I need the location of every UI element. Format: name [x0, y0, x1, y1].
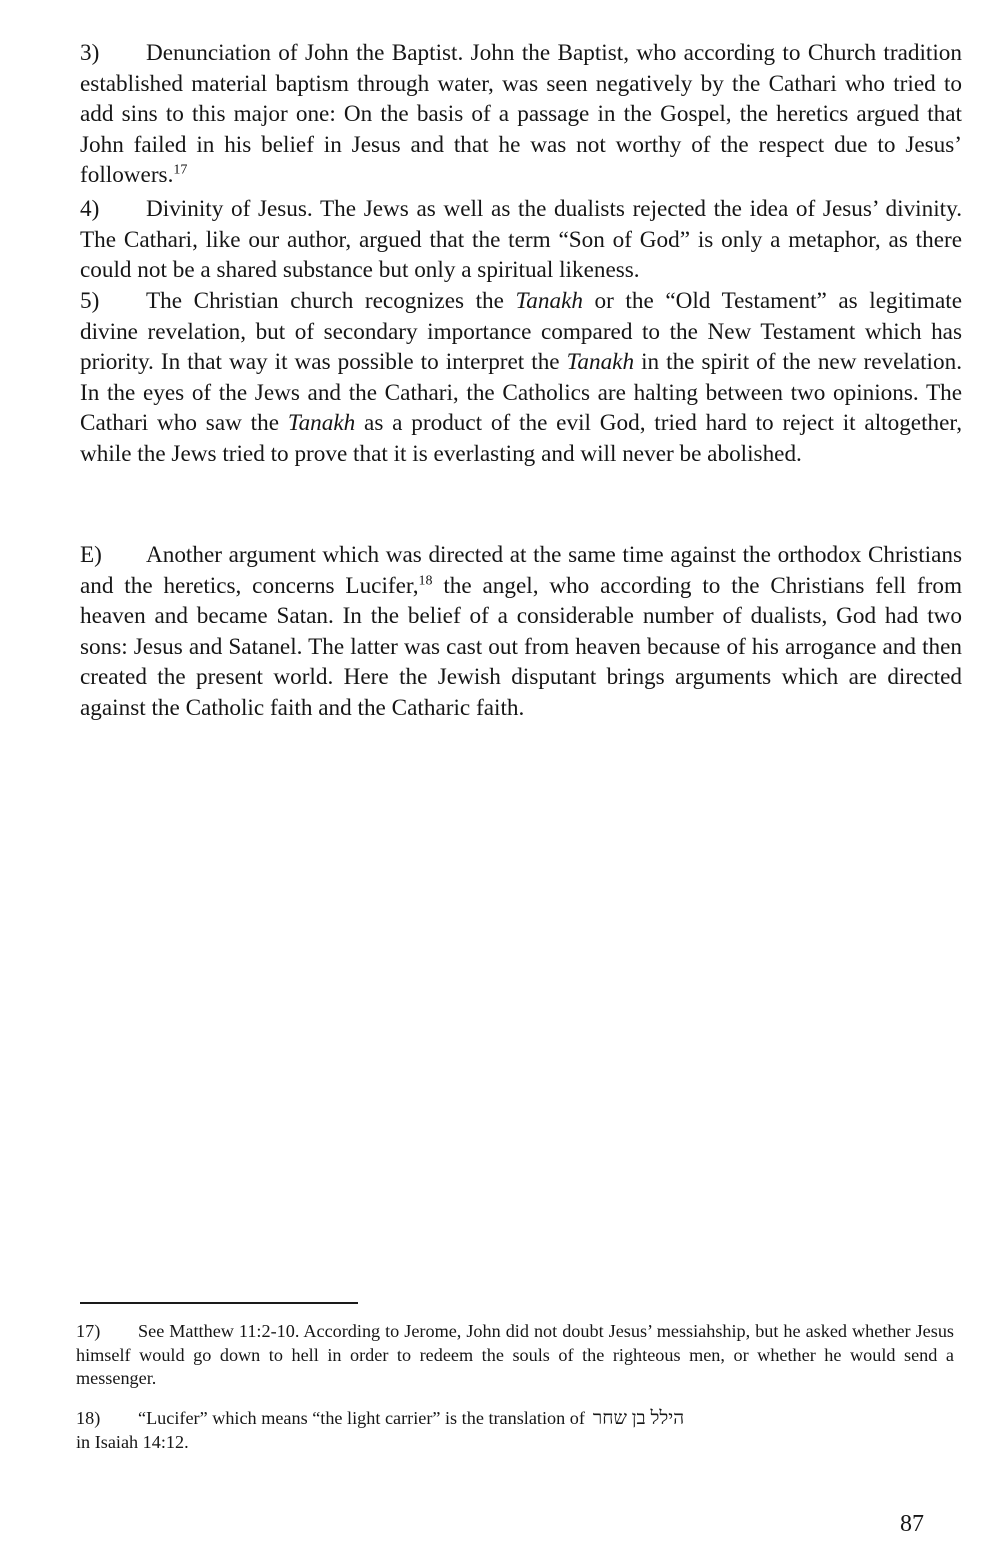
paragraph-3 [80, 38, 962, 191]
tanakh-term: Tanakh [287, 410, 356, 436]
footnote-text: “Lucifer” which means “the light carrier” is the translation of [138, 1408, 585, 1428]
paragraph-number: 4) [80, 196, 100, 222]
tanakh-term: Tanakh [515, 288, 583, 314]
paragraph-5 [80, 286, 962, 469]
paragraph-text: Denunciation of John the Baptist. John the Baptist, who according to Church tradition established material baptism through water, was seen negatively by the Cathari who tried to add sins to this major one: On the basis of a passage in the Gospel, the heretics argued that John failed in his belief in Jesus and that he was not worthy of the respect due to Jesus’ followers. [80, 40, 962, 188]
tanakh-term: Tanakh [566, 349, 635, 375]
paragraph-number: 5) [80, 288, 100, 314]
paragraph-e [80, 540, 962, 723]
footnote-text: in Isaiah 14:12. [76, 1431, 189, 1452]
hebrew-phrase: הילל בן שחר [592, 1408, 685, 1429]
paragraph-number: 3) [80, 40, 100, 66]
footnote-number: 18) [76, 1408, 101, 1428]
paragraph-text: in the spirit of the new revelation. In the eyes of the Jews and the Cathari, the Catholics are halting between two opinions. The Cathari who saw the [80, 349, 962, 436]
page-number: 87 [900, 1511, 924, 1537]
footnote-18 [76, 1407, 954, 1454]
paragraph-text: or the “Old Testament” as legitimate divine revelation, but of secondary importance compared to the New Testament which has priority. In that way it was possible to interpret the [80, 288, 962, 375]
footnote-ref-17[interactable]: 17 [173, 162, 188, 178]
paragraph-text: Another argument which was directed at the same time against the orthodox Christians and the heretics, concerns Lucifer, [80, 542, 962, 599]
paragraph-text: The Christian church recognizes the [146, 288, 516, 314]
paragraph-text: Divinity of Jesus. The Jews as well as the dualists rejected the idea of Jesus’ divinity. The Cathari, like our author, argued that the term “Son of God” is only a metaphor, as there could not be a shared substance but only a spiritual likeness. [80, 196, 962, 283]
footnote-ref-18[interactable]: 18 [418, 572, 433, 588]
paragraph-text: as a product of the evil God, tried hard to reject it altogether, while the Jews tried to prove that it is everlasting and will never be abolished. [80, 410, 962, 467]
footnote-17 [76, 1320, 954, 1391]
footnote-text: See Matthew 11:2-10. According to Jerome, John did not doubt Jesus’ messiahship, but he asked whether Jesus himself would go down to hell in order to redeem the souls of the righteous men, or whether he would send a messenger. [76, 1321, 954, 1388]
paragraph-text: the angel, who according to the Christians fell from heaven and became Satan. In the belief of a considerable number of dualists, God had two sons: Jesus and Satanel. The latter was cast out from heaven because of his arrogance and then created the present world. Here the Jewish disputant brings arguments which are directed against the Catholic faith and the Catharic faith. [80, 572, 963, 721]
paragraph-4 [80, 194, 962, 286]
paragraph-number: E) [80, 542, 102, 568]
footnote-number: 17) [76, 1321, 101, 1341]
footnote-divider [80, 1302, 358, 1304]
